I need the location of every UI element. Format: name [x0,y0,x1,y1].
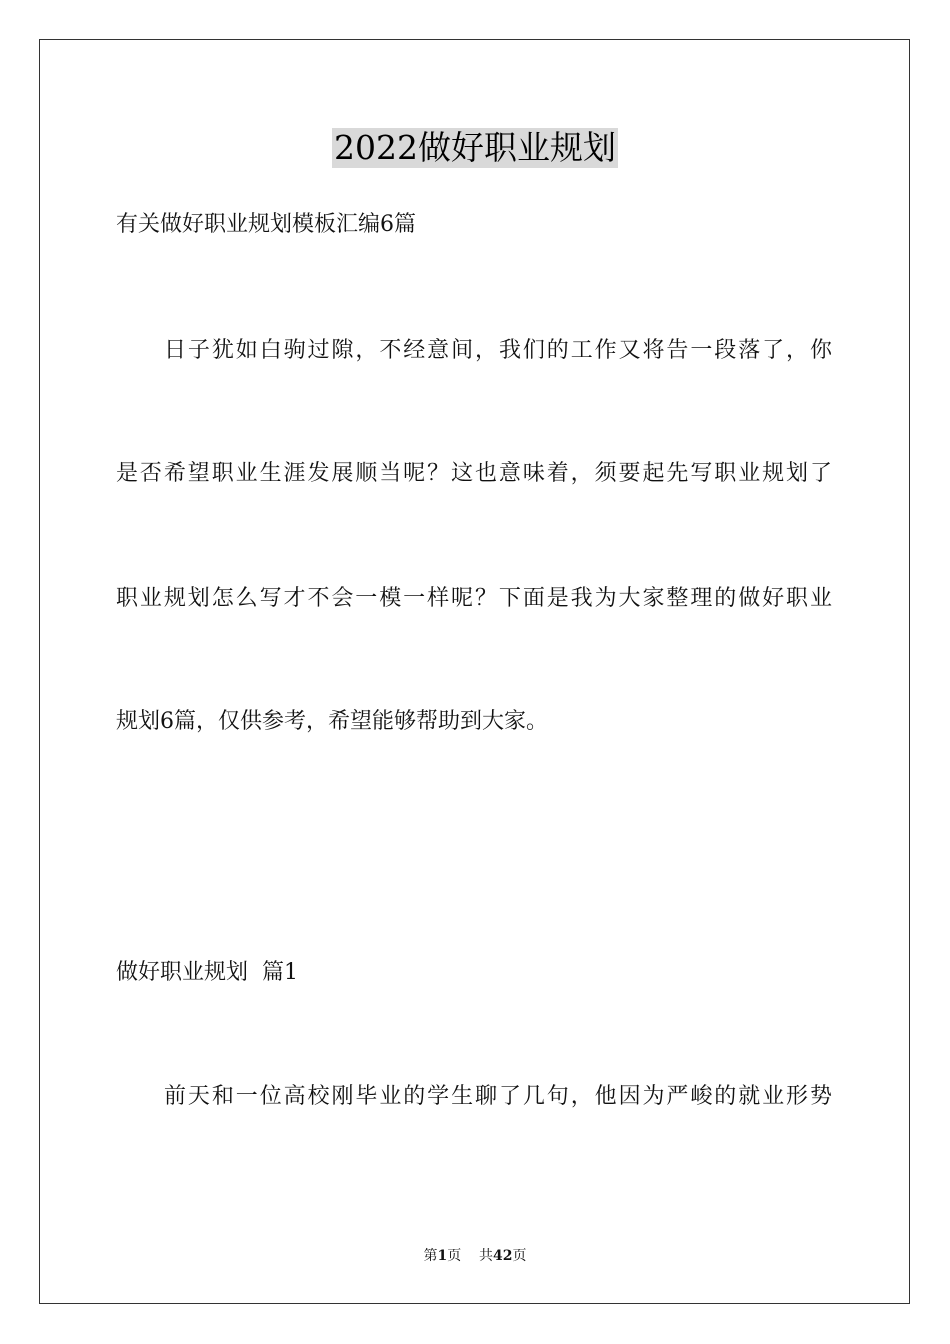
intro-line-3: 职业规划怎么写才不会一模一样呢？下面是我为大家整理的做好职业 [116,586,832,611]
footer-total-prefix: 共 [479,1248,494,1264]
footer-page-prefix: 第 [423,1248,438,1264]
intro-line-4: 规划6篇，仅供参考，希望能够帮助到大家。 [116,709,548,734]
title-container [0,128,950,168]
page-footer [0,1247,950,1265]
intro-line-2: 是否希望职业生涯发展顺当呢？这也意味着，须要起先写职业规划了 [116,461,832,486]
document-title: 2022做好职业规划 [334,128,616,167]
intro-line-1: 日子犹如白驹过隙，不经意间，我们的工作又将告一段落了，你 [164,338,832,363]
footer-total-pages: 42 [493,1248,513,1264]
section-heading: 做好职业规划 篇1 [116,960,298,985]
footer-page-suffix: 页 [447,1248,462,1264]
footer-total-suffix: 页 [512,1248,527,1264]
footer-page-number: 1 [437,1248,448,1264]
section-line-1: 前天和一位高校刚毕业的学生聊了几句，他因为严峻的就业形势 [164,1084,832,1109]
document-subtitle: 有关做好职业规划模板汇编6篇 [116,212,416,237]
